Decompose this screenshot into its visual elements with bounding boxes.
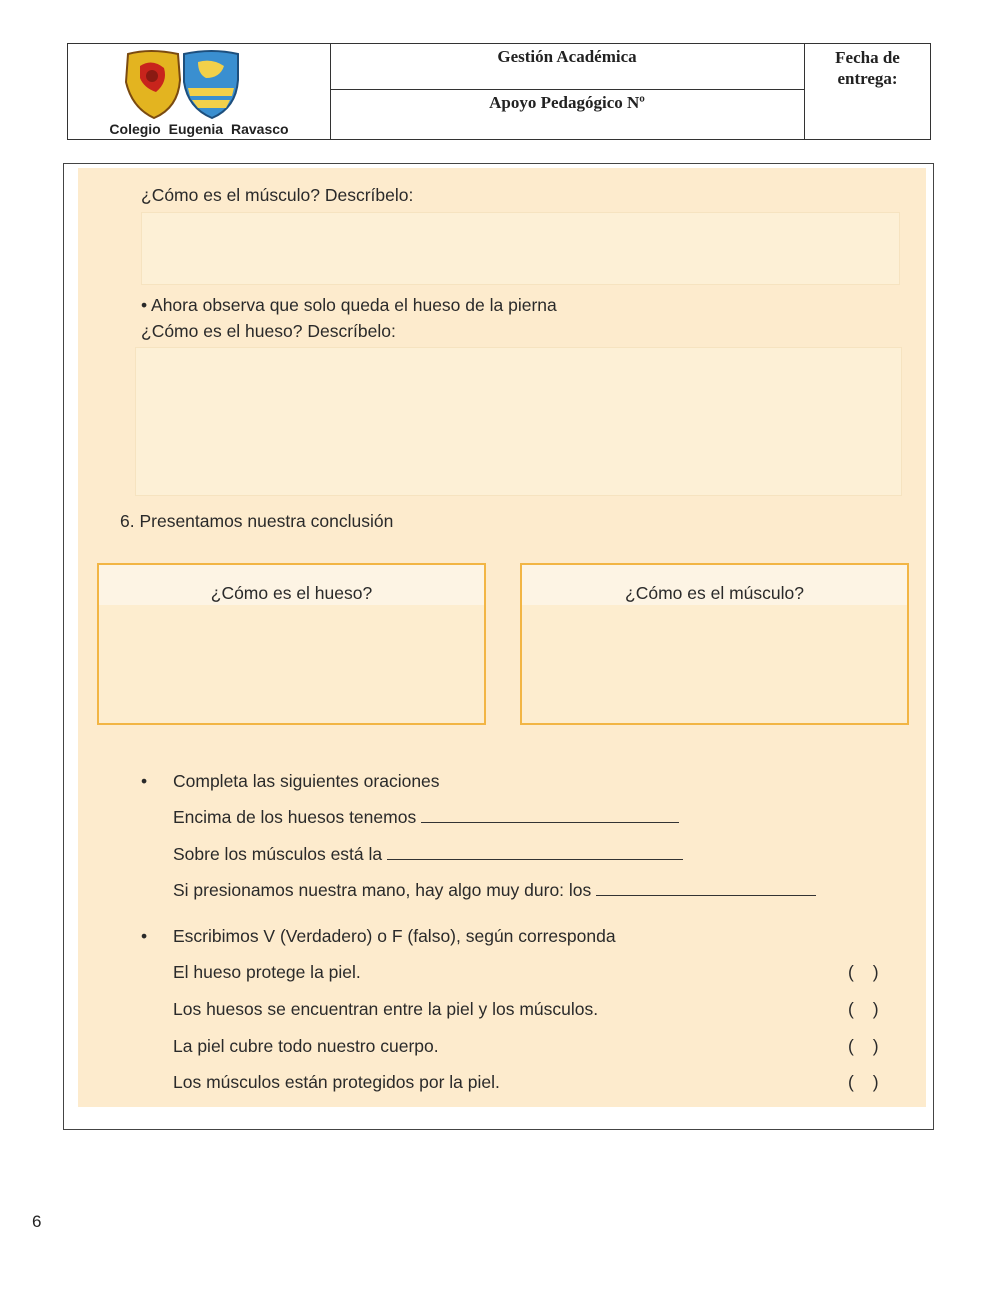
blank-line[interactable] [387, 843, 683, 860]
tf-item-3: La piel cubre todo nuestro cuerpo. [173, 1036, 439, 1056]
sentence-3 [173, 879, 816, 901]
bullet-marker: • [141, 771, 148, 791]
tf-answer-3[interactable]: ( ) [848, 1036, 879, 1056]
answer-box-bone[interactable] [135, 347, 902, 496]
answer-box-muscle[interactable] [141, 212, 900, 285]
page-number: 6 [32, 1212, 42, 1231]
header-subtitle: Apoyo Pedagógico Nº [489, 93, 645, 112]
header-table [67, 43, 931, 140]
tf-answer-4[interactable]: ( ) [848, 1072, 879, 1092]
header-title-cell [330, 44, 805, 139]
true-false-title: Escribimos V (Verdadero) o F (falso), según corresponda [173, 926, 616, 946]
conclusion-box-bone-title: ¿Cómo es el hueso? [99, 565, 484, 605]
school-crest-icon [120, 48, 245, 120]
tf-answer-2[interactable]: ( ) [848, 999, 879, 1019]
sentence-3-text: Si presionamos nuestra mano, hay algo muy duro: los [173, 880, 592, 900]
conclusion-box-muscle-title: ¿Cómo es el músculo? [522, 565, 907, 605]
section-6-heading: 6. Presentamos nuestra conclusión [120, 511, 394, 531]
tf-item-4: Los músculos están protegidos por la piel. [173, 1072, 500, 1092]
school-name: Colegio Eugenia Ravasco [109, 121, 289, 137]
header-title: Gestión Académica [330, 44, 804, 90]
conclusion-box-muscle[interactable] [520, 563, 909, 725]
date-label: Fecha de entrega: [835, 48, 900, 88]
question-bone: ¿Cómo es el hueso? Descríbelo: [141, 321, 396, 341]
sentence-1-text: Encima de los huesos tenemos [173, 807, 417, 827]
logo-cell [68, 44, 331, 139]
blank-line[interactable] [596, 879, 816, 896]
bullet-marker: • [141, 926, 148, 946]
sentence-1 [173, 806, 679, 828]
complete-title: Completa las siguientes oraciones [173, 771, 440, 791]
conclusion-box-bone[interactable] [97, 563, 486, 725]
tf-answer-1[interactable]: ( ) [848, 962, 879, 982]
tf-item-1: El hueso protege la piel. [173, 962, 361, 982]
blank-line[interactable] [421, 806, 679, 823]
sentence-2 [173, 843, 683, 865]
bullet-bone: • Ahora observa que solo queda el hueso de la pierna [141, 295, 557, 315]
sentence-2-text: Sobre los músculos está la [173, 844, 383, 864]
tf-item-2: Los huesos se encuentran entre la piel y los músculos. [173, 999, 599, 1019]
question-muscle: ¿Cómo es el músculo? Descríbelo: [141, 185, 414, 205]
